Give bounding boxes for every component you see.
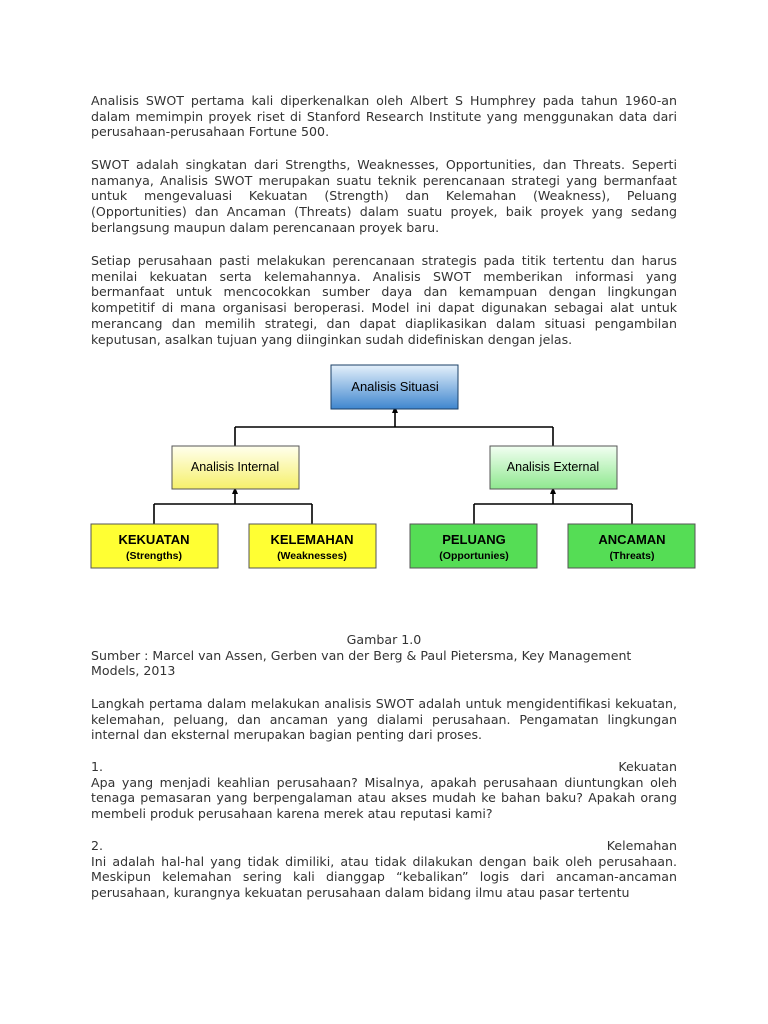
internal-label: Analisis Internal [190,460,280,474]
paragraph-steps [91,696,677,743]
external-label: Analisis External [506,460,600,474]
figure-source: Sumber : Marcel van Assen, Gerben van der Berg & Paul Pietersma, Key Management Models, 2013 [91,647,632,679]
list-item-text: Ini adalah hal-hal yang tidak dimiliki, atau tidak dilakukan dengan baik oleh perusahaan. Meskipun kelemahan sering kali dianggap “kebalikan” logis dari ancaman-ancaman perusahaan, kurangnya kekuatan perusahaan dalam bidang ilmu atau pasar tertentu [91,853,677,901]
strengths-subtitle: (Strengths) [126,550,182,562]
paragraph-definition [91,157,677,236]
list-item-number: 2. [91,838,104,853]
root-label: Analisis Situasi [351,379,439,394]
threats-title: ANCAMAN [598,532,666,547]
list-item-text: Apa yang menjadi keahlian perusahaan? Misalnya, apakah perusahaan diuntungkan oleh tenaga pemasaran yang berpengalaman atau akses mudah ke bahan baku? Apakah orang membeli produk perusahaan karena merek atau reputasi kami? [91,774,677,822]
list-item-title: Kekuatan [618,759,677,774]
paragraph-4: Langkah pertama dalam melakukan analisis SWOT adalah untuk mengidentifikasi kekuatan, kelemahan, peluang, dan ancaman yang dialami perusahaan. Pengamatan lingkungan internal dan eksternal merupakan bagian penting dari proses. [91,696,677,743]
list-item-heading [91,838,677,854]
list-item-number: 1. [91,759,104,774]
paragraph-planning [91,253,677,347]
list-item-weaknesses [91,838,677,901]
weaknesses-subtitle: (Weaknesses) [277,550,347,562]
paragraph-3: Setiap perusahaan pasti melakukan perencanaan strategis pada titik tertentu dan harus menilai kekuatan serta kelemahannya. Analisis SWOT memberikan informasi yang bermanfaat untuk mencocokkan sumber daya dan kemampuan dengan lingkungan kompetitif di mana organisasi beroperasi. Model ini dapat digunakan sebagai alat untuk merancang dan memilih strategi, dan dapat diaplikasikan dalam situasi pengambilan keputusan, asalkan tujuan yang diinginkan sudah didefiniskan dengan jelas. [91,253,677,347]
figure-caption: Gambar 1.0 [346,632,422,647]
opportunities-subtitle: (Opportunies) [439,550,509,562]
paragraph-intro [91,93,677,140]
list-item-strengths [91,759,677,822]
paragraph-2: SWOT adalah singkatan dari Strengths, Weaknesses, Opportunities, dan Threats. Seperti namanya, Analisis SWOT merupakan suatu teknik perencanaan strategi yang bermanfaat untuk mengevaluasi Kekuatan (Strength) dan Kelemahan (Weakness), Peluang (Opportunities) dan Ancaman (Threats) dalam suatu proyek, baik proyek yang sedang berlangsung maupun dalam perencanaan proyek baru. [91,157,677,235]
paragraph-1: Analisis SWOT pertama kali diperkenalkan oleh Albert S Humphrey pada tahun 1960-an dalam memimpin proyek riset di Stanford Research Institute yang menggunakan data dari perusahaan-perusahaan Fortune 500. [91,93,677,140]
list-item-title: Kelemahan [606,838,677,853]
strengths-title: KEKUATAN [118,532,190,547]
threats-subtitle: (Threats) [609,550,655,562]
list-item-heading [91,759,677,775]
figure-caption-block [91,632,677,679]
swot-diagram [85,358,697,574]
opportunities-title: PELUANG [442,532,506,547]
weaknesses-title: KELEMAHAN [270,532,354,547]
